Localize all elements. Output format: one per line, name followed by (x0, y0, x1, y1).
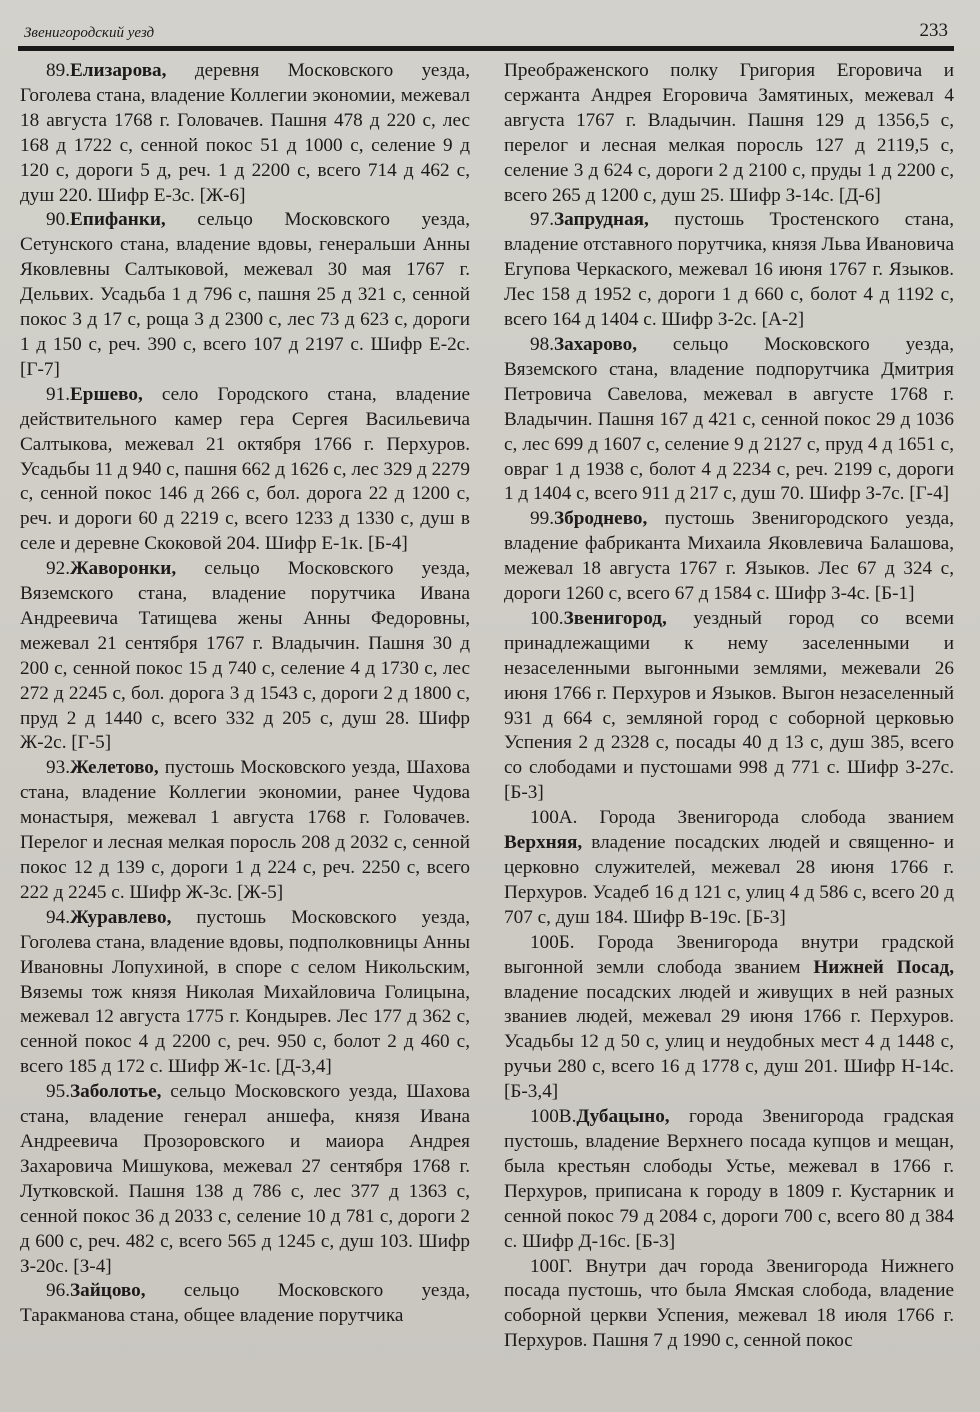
entry-text: пустошь Московского уезда, Гоголева стана, владение вдовы, подполковницы Анны Ивановны Лопухиной, в споре с селом Никольским, Вяземы тож князя Николая Михайловича Голицына, межевал 12 августа 1775 г. Кондырев. Лес 177 д 362 с, сенной покос 4 д 2200 с, реч. 950 с, болот 2 д 460 с, всего 185 д 172 с. Шифр Ж-1с. [Д-3,4] (20, 906, 470, 1078)
entry-number: 95. (46, 1081, 70, 1103)
entry-paragraph (504, 507, 954, 607)
entry-number: 100. (530, 607, 564, 629)
entry-text: города Звенигорода градская пустошь, владение Верхнего посада купцов и мещан, была крестьян слободы Устье, межевал в 1766 г. Перхуров, приписана к городу в 1809 г. Кустарник и сенной покос 79 д 2084 с, дороги 700 с, всего 80 д 384 с. Шифр Д-16с. [Б-3] (504, 1106, 954, 1252)
entry-paragraph (504, 607, 954, 806)
entry-text: Преображенского полку Григория Егоровича и сержанта Андрея Егоровича Замятиных, межевал 4 августа 1767 г. Владычин. Пашня 129 д 1356,5 с, перелог и лесная мелкая поросль 127 д 2119,5 с, селение 3 д 624 с, дороги 2 д 2100 с, пруды 1 д 2200 с, всего 265 д 1200 с, душ 25. Шифр З-14с. [Д-6] (504, 60, 954, 206)
entry-paragraph (20, 59, 470, 208)
entry-paragraph (20, 1080, 470, 1279)
entry-text: сельцо Московского уезда, Вяземского стана, владение порутчика Ивана Андреевича Татищева жены Анны Федоровны, межевал 21 сентября 1767 г. Владычин. Пашня 30 д 200 с, сенной покос 15 д 740 с, селение 4 д 1730 с, лес 272 д 2245 с, бол. дорога 3 д 1543 с, дороги 2 д 1800 с, пруд 2 д 1440 с, всего 332 д 205 с, душ 28. Шифр Ж-2с. [Г-5] (20, 558, 470, 754)
entry-paragraph (504, 931, 954, 1105)
page-header (18, 16, 954, 42)
left-column (18, 59, 470, 1354)
entry-text: сельцо Московского уезда, Таракманова стана, общее владение порутчика (20, 1280, 470, 1327)
entry-paragraph (504, 1255, 954, 1355)
entry-paragraph (20, 756, 470, 905)
entry-number: 97. (530, 209, 554, 231)
entry-number: 94. (46, 906, 70, 928)
entry-text: пустошь Тростенского стана, владение отставного порутчика, князя Льва Ивановича Егупова Черкаского, межевал 16 июня 1767 г. Языков. Лес 158 д 1952 с, дороги 1 д 660 с, болот 4 д 1192 с, всего 164 д 1404 с. Шифр З-2с. [А-2] (504, 209, 954, 331)
entry-text: деревня Московского уезда, Гоголева стана, владение Коллегии экономии, межевал 18 августа 1768 г. Головачев. Пашня 478 д 220 с, лес 168 д 1722 с, сенной покос 51 д 1000 с, селение 9 д 120 с, дороги 5 д, реч. 1 д 2200 с, всего 714 д 462 с, душ 220. Шифр Е-3с. [Ж-6] (20, 60, 470, 206)
entry-number: 99. (530, 508, 554, 530)
entry-number: 100Б. (530, 931, 575, 953)
entry-paragraph (20, 208, 470, 382)
entry-text: сельцо Московского уезда, Шахова стана, владение генерал аншефа, князя Ивана Андреевича Прозоровского и маиора Андрея Захаровича Мишукова, межевал 27 сентября 1768 г. Лутковской. Пашня 138 д 786 с, лес 377 д 1363 с, сенной покос 36 д 2033 с, селение 10 д 781 с, дороги 2 д 600 с, реч. 482 с, всего 565 д 1245 с, душ 103. Шифр З-20с. [З-4] (20, 1081, 470, 1277)
entry-paragraph (20, 1279, 470, 1329)
entry-name: Зайцово, (69, 1280, 146, 1302)
entry-number: 96. (46, 1280, 70, 1302)
entry-name: Желетово, (69, 757, 159, 779)
running-head: Звенигородский уезд (24, 25, 155, 41)
entry-name: Дубацыно, (576, 1106, 670, 1128)
entry-number: 100Г. (530, 1255, 573, 1277)
entry-text: пустошь Звенигородского уезда, владение фабриканта Михаила Яковлевича Балашова, межевал 18 августа 1767 г. Языков. Лес 67 д 324 с, дороги 1260 с, всего 67 д 1584 с. Шифр З-4с. [Б-1] (504, 508, 954, 605)
entry-text: село Городского стана, владение действительного камер гера Сергея Васильевича Салтыкова, межевал 21 октября 1766 г. Перхуров. Усадьбы 11 д 940 с, пашня 662 д 1626 с, лес 329 д 2279 с, сенной покос 146 д 266 с, бол. дорога 22 д 1200 с, реч. и дороги 60 д 2219 с, всего 1233 д 1330 с, душ в селе и деревне Скоковой 204. Шифр Е-1к. [Б-4] (20, 383, 470, 555)
entry-name: Жаворонки, (69, 558, 177, 580)
entry-number: 92. (46, 558, 70, 580)
entry-number: 93. (46, 757, 70, 779)
entry-name: Епифанки, (69, 209, 166, 231)
entry-name: Елизарова, (69, 60, 167, 81)
entry-paragraph (504, 59, 954, 208)
entry-number: 91. (46, 383, 70, 405)
entry-paragraph (504, 1105, 954, 1254)
entry-text: уездный город со всеми принадлежащими к нему заселенными и незаселенными выгонными землями, межевали 26 июня 1766 г. Перхуров и Языков. Выгон незаселенный 931 д 664 с, земляной город с соборной церковью Успения 2 д 2328 с, посады 40 д 13 с, душ 385, всего со слободами и пустошами 998 д 771 с. Шифр З-27с. [Б-3] (504, 607, 954, 804)
entry-text: владение посадских людей и священно- и церковно служителей, межевал 28 июня 1766 г. Перхуров. Усадеб 16 д 121 с, улиц 4 д 586 с, всего 20 д 707 с, душ 184. Шифр В-19с. [Б-3] (504, 832, 954, 928)
entry-paragraph (504, 806, 954, 931)
entry-paragraph (20, 557, 470, 756)
entry-paragraph (20, 383, 470, 557)
entry-number: 89. (46, 60, 70, 81)
header-rule (18, 46, 954, 51)
entry-number: 100В. (530, 1106, 577, 1128)
entry-name: Звенигород, (563, 607, 667, 629)
entry-name: Запрудная, (553, 209, 649, 231)
page-number: 233 (919, 20, 948, 41)
entry-text: Внутри дач города Звенигорода Нижнего посада пустошь, что была Ямская слобода, владение соборной церкви Успения, межевал 18 июля 1766 г. Перхуров. Пашня 7 д 1990 с, сенной покос (504, 1255, 954, 1352)
entry-paragraph (504, 333, 954, 507)
entry-number: 98. (530, 333, 554, 355)
entry-name: Зброднево, (553, 508, 648, 530)
entry-number: 90. (46, 209, 70, 231)
entry-paragraph (504, 208, 954, 333)
entry-text: сельцо Московского уезда, Вяземского стана, владение подпорутчика Дмитрия Петровича Савелова, межевал в августе 1768 г. Владычин. Пашня 167 д 421 с, сенной покос 29 д 1036 с, лес 699 д 1607 с, селение 9 д 2127 с, пруд 4 д 1651 с, овраг 1 д 1938 с, болот 4 д 2234 с, реч. 2199 с, дороги 1 д 1404 с, всего 911 д 217 с, душ 70. Шифр З-7с. [Г-4] (504, 333, 954, 505)
entry-paragraph (20, 906, 470, 1080)
entry-name: Захарово, (553, 333, 638, 355)
entry-name: Верхняя, (504, 832, 583, 854)
entry-name: Журавлево, (69, 906, 172, 928)
entry-name: Ершево, (69, 383, 143, 405)
entry-text: Города Звенигорода внутри градской выгонной земли слобода званием (504, 931, 954, 978)
entry-text: владение посадских людей и живущих в ней разных званиев людей, межевал 29 июня 1766 г. Перхуров. Усадьбы 12 д 50 с, улиц и неудобных мест 4 д 1448 с, ручьи 280 с, всего 16 д 1778 с, душ 201. Шифр Н-14с. [Б-3,4] (504, 981, 954, 1103)
entry-text: пустошь Московского уезда, Шахова стана, владение Коллегии экономии, ранее Чудова монастыря, межевал 1 августа 1768 г. Головачев. Перелог и лесная мелкая поросль 208 д 2032 с, сенной покос 12 д 139 с, дороги 1 д 224 с, реч. 2250 с, всего 222 д 2245 с. Шифр Ж-3с. [Ж-5] (20, 757, 470, 903)
entry-name: Нижней Посад, (813, 956, 954, 978)
entry-number: 100А. (530, 807, 578, 829)
entry-text: сельцо Московского уезда, Сетунского стана, владение вдовы, генеральши Анны Яковлевны Салтыковой, межевал 30 мая 1767 г. Дельвих. Усадьба 1 д 796 с, пашня 25 д 321 с, сенной покос 3 д 17 с, роща 3 д 2300 с, лес 73 д 623 с, дороги 1 д 150 с, реч. 390 с, всего 107 д 2197 с. Шифр Е-2с. [Г-7] (20, 209, 470, 380)
entry-text: Города Звенигорода слобода званием (577, 807, 954, 829)
entry-name: Заболотье, (69, 1081, 162, 1103)
right-column (504, 59, 954, 1354)
text-columns (18, 59, 954, 1354)
